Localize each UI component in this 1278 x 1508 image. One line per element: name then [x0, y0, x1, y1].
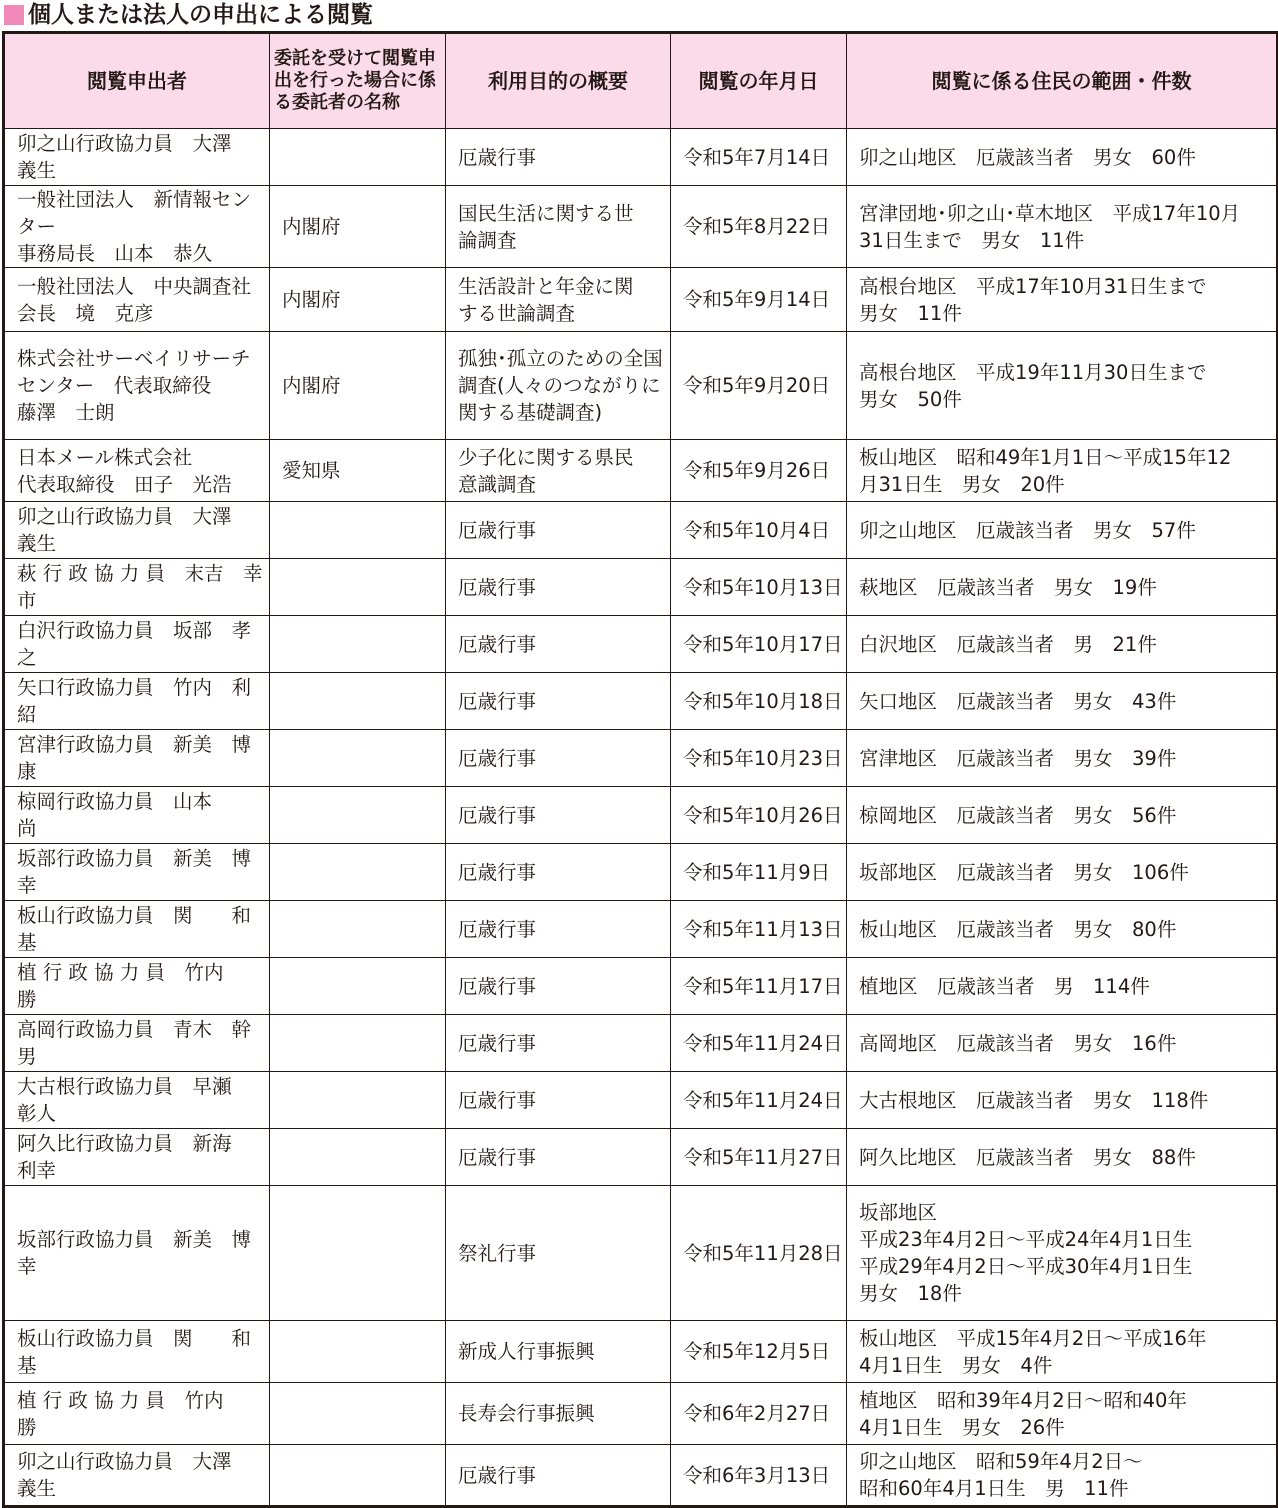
cell-date: 令和5年11月13日	[671, 901, 847, 958]
cell-client: 内閣府	[270, 186, 446, 268]
cell-scope: 矢口地区 厄歳該当者 男女 43件	[847, 673, 1278, 730]
cell-scope: 卯之山地区 厄歳該当者 男女 57件	[847, 502, 1278, 559]
cell-purpose: 厄歳行事	[446, 616, 671, 673]
cell-client	[270, 1015, 446, 1072]
cell-client	[270, 1383, 446, 1445]
table-row	[4, 730, 1278, 787]
cell-date: 令和5年11月17日	[671, 958, 847, 1015]
cell-scope: 阿久比地区 厄歳該当者 男女 88件	[847, 1129, 1278, 1186]
table-row	[4, 901, 1278, 958]
cell-applicant: 一般社団法人 新情報センター 事務局長 山本 恭久	[4, 186, 270, 268]
cell-scope: 坂部地区 厄歳該当者 男女 106件	[847, 844, 1278, 901]
cell-purpose: 新成人行事振興	[446, 1321, 671, 1383]
table-row	[4, 1015, 1278, 1072]
table-row	[4, 502, 1278, 559]
cell-date: 令和5年11月27日	[671, 1129, 847, 1186]
cell-applicant: 板山行政協力員 関 和基	[4, 901, 270, 958]
page-title: 個人または法人の申出による閲覧	[28, 2, 373, 28]
cell-scope: 植地区 厄歳該当者 男 114件	[847, 958, 1278, 1015]
cell-applicant: 椋岡行政協力員 山本 尚	[4, 787, 270, 844]
cell-date: 令和5年9月26日	[671, 440, 847, 502]
cell-applicant: 阿久比行政協力員 新海 利幸	[4, 1129, 270, 1186]
cell-client	[270, 1072, 446, 1129]
cell-applicant: 宮津行政協力員 新美 博康	[4, 730, 270, 787]
cell-purpose: 少子化に関する県民 意識調査	[446, 440, 671, 502]
cell-client	[270, 673, 446, 730]
cell-client	[270, 502, 446, 559]
cell-purpose: 長寿会行事振興	[446, 1383, 671, 1445]
column-header-client: 委託を受けて閲覧申 出を行った場合に係 る委託者の名称	[270, 33, 446, 129]
cell-purpose: 厄歳行事	[446, 1072, 671, 1129]
cell-scope: 高根台地区 平成19年11月30日生まで 男女 50件	[847, 332, 1278, 440]
table-row	[4, 332, 1278, 440]
cell-applicant: 坂部行政協力員 新美 博幸	[4, 844, 270, 901]
cell-client	[270, 616, 446, 673]
table-row	[4, 1129, 1278, 1186]
cell-client	[270, 730, 446, 787]
cell-date: 令和5年12月5日	[671, 1321, 847, 1383]
cell-date: 令和5年11月24日	[671, 1015, 847, 1072]
cell-scope: 椋岡地区 厄歳該当者 男女 56件	[847, 787, 1278, 844]
cell-applicant: 白沢行政協力員 坂部 孝之	[4, 616, 270, 673]
table-row	[4, 1321, 1278, 1383]
cell-client	[270, 901, 446, 958]
cell-applicant: 高岡行政協力員 青木 幹男	[4, 1015, 270, 1072]
cell-date: 令和5年10月13日	[671, 559, 847, 616]
table-row	[4, 1383, 1278, 1445]
cell-date: 令和5年9月14日	[671, 268, 847, 332]
cell-scope: 卯之山地区 昭和59年4月2日～ 昭和60年4月1日生 男 11件	[847, 1445, 1278, 1507]
table-row	[4, 559, 1278, 616]
cell-scope: 萩地区 厄歳該当者 男女 19件	[847, 559, 1278, 616]
column-header-applicant: 閲覧申出者	[4, 33, 270, 129]
cell-purpose: 厄歳行事	[446, 730, 671, 787]
cell-purpose: 厄歳行事	[446, 958, 671, 1015]
cell-date: 令和5年10月18日	[671, 673, 847, 730]
cell-date: 令和5年10月17日	[671, 616, 847, 673]
cell-scope: 白沢地区 厄歳該当者 男 21件	[847, 616, 1278, 673]
cell-purpose: 祭礼行事	[446, 1186, 671, 1321]
table-row	[4, 186, 1278, 268]
table-body	[4, 129, 1278, 1507]
cell-purpose: 厄歳行事	[446, 502, 671, 559]
cell-client	[270, 559, 446, 616]
cell-purpose: 厄歳行事	[446, 844, 671, 901]
cell-purpose: 厄歳行事	[446, 787, 671, 844]
cell-purpose: 国民生活に関する世 論調査	[446, 186, 671, 268]
table-row	[4, 787, 1278, 844]
column-header-purpose: 利用目的の概要	[446, 33, 671, 129]
table-row	[4, 268, 1278, 332]
cell-applicant: 株式会社サーベイリサーチ センター 代表取締役 藤澤 士朗	[4, 332, 270, 440]
cell-purpose: 厄歳行事	[446, 1015, 671, 1072]
cell-date: 令和5年11月9日	[671, 844, 847, 901]
cell-scope: 板山地区 平成15年4月2日～平成16年 4月1日生 男女 4件	[847, 1321, 1278, 1383]
cell-applicant: 坂部行政協力員 新美 博幸	[4, 1186, 270, 1321]
cell-client	[270, 1186, 446, 1321]
table-row	[4, 440, 1278, 502]
cell-date: 令和6年2月27日	[671, 1383, 847, 1445]
cell-date: 令和5年11月24日	[671, 1072, 847, 1129]
table-row	[4, 1445, 1278, 1507]
cell-scope: 坂部地区 平成23年4月2日～平成24年4月1日生 平成29年4月2日～平成30年4月1日生 男女 18件	[847, 1186, 1278, 1321]
cell-applicant: 植 行 政 協 力 員 竹内 勝	[4, 958, 270, 1015]
cell-purpose: 厄歳行事	[446, 1129, 671, 1186]
cell-scope: 板山地区 厄歳該当者 男女 80件	[847, 901, 1278, 958]
cell-client	[270, 1445, 446, 1507]
cell-applicant: 板山行政協力員 関 和基	[4, 1321, 270, 1383]
cell-applicant: 一般社団法人 中央調査社 会長 境 克彦	[4, 268, 270, 332]
cell-scope: 大古根地区 厄歳該当者 男女 118件	[847, 1072, 1278, 1129]
table-row	[4, 1072, 1278, 1129]
cell-applicant: 卯之山行政協力員 大澤 義生	[4, 1445, 270, 1507]
cell-scope: 宮津地区 厄歳該当者 男女 39件	[847, 730, 1278, 787]
table-row	[4, 958, 1278, 1015]
cell-scope: 高根台地区 平成17年10月31日生まで 男女 11件	[847, 268, 1278, 332]
cell-scope: 宮津団地･卯之山･草木地区 平成17年10月 31日生まで 男女 11件	[847, 186, 1278, 268]
cell-client	[270, 1321, 446, 1383]
column-header-scope: 閲覧に係る住民の範囲・件数	[847, 33, 1278, 129]
cell-date: 令和5年10月23日	[671, 730, 847, 787]
cell-applicant: 大古根行政協力員 早瀬 彰人	[4, 1072, 270, 1129]
cell-applicant: 卯之山行政協力員 大澤 義生	[4, 129, 270, 186]
cell-applicant: 萩 行 政 協 力 員 末吉 幸市	[4, 559, 270, 616]
cell-date: 令和5年10月4日	[671, 502, 847, 559]
cell-purpose: 孤独･孤立のための全国 調査(人々のつながりに 関する基礎調査)	[446, 332, 671, 440]
table-row	[4, 129, 1278, 186]
table-row	[4, 616, 1278, 673]
cell-client	[270, 787, 446, 844]
cell-scope: 植地区 昭和39年4月2日～昭和40年 4月1日生 男女 26件	[847, 1383, 1278, 1445]
cell-client	[270, 1129, 446, 1186]
page-title-bar	[0, 0, 1278, 30]
table-row	[4, 673, 1278, 730]
cell-client: 内閣府	[270, 268, 446, 332]
cell-applicant: 卯之山行政協力員 大澤 義生	[4, 502, 270, 559]
cell-client	[270, 844, 446, 901]
pink-square-icon	[4, 5, 24, 25]
cell-scope: 板山地区 昭和49年1月1日～平成15年12 月31日生 男女 20件	[847, 440, 1278, 502]
cell-purpose: 厄歳行事	[446, 559, 671, 616]
column-header-date: 閲覧の年月日	[671, 33, 847, 129]
cell-client: 内閣府	[270, 332, 446, 440]
table-row	[4, 1186, 1278, 1321]
cell-client	[270, 958, 446, 1015]
cell-applicant: 植 行 政 協 力 員 竹内 勝	[4, 1383, 270, 1445]
cell-client: 愛知県	[270, 440, 446, 502]
cell-purpose: 厄歳行事	[446, 901, 671, 958]
cell-purpose: 厄歳行事	[446, 1445, 671, 1507]
cell-date: 令和5年8月22日	[671, 186, 847, 268]
cell-purpose: 厄歳行事	[446, 673, 671, 730]
cell-date: 令和5年10月26日	[671, 787, 847, 844]
cell-purpose: 生活設計と年金に関 する世論調査	[446, 268, 671, 332]
cell-date: 令和5年11月28日	[671, 1186, 847, 1321]
cell-date: 令和6年3月13日	[671, 1445, 847, 1507]
inspection-table	[2, 31, 1278, 1508]
cell-purpose: 厄歳行事	[446, 129, 671, 186]
header-row	[4, 33, 1278, 129]
cell-date: 令和5年9月20日	[671, 332, 847, 440]
cell-applicant: 日本メール株式会社 代表取締役 田子 光浩	[4, 440, 270, 502]
cell-scope: 卯之山地区 厄歳該当者 男女 60件	[847, 129, 1278, 186]
table-row	[4, 844, 1278, 901]
cell-applicant: 矢口行政協力員 竹内 利紹	[4, 673, 270, 730]
cell-date: 令和5年7月14日	[671, 129, 847, 186]
cell-client	[270, 129, 446, 186]
cell-scope: 高岡地区 厄歳該当者 男女 16件	[847, 1015, 1278, 1072]
